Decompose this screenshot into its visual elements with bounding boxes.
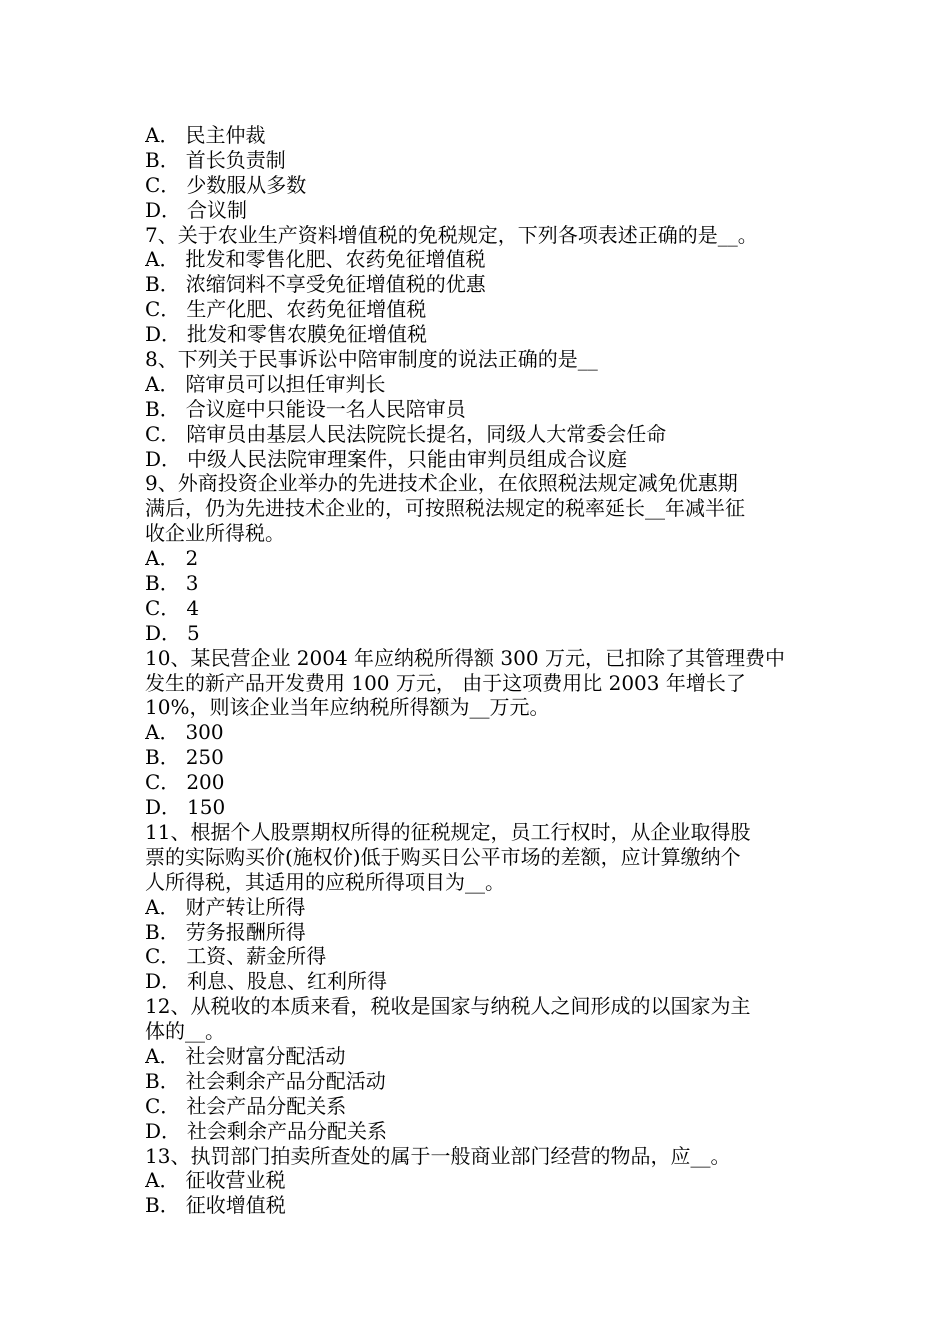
answer-option	[145, 1168, 810, 1193]
answer-option	[145, 895, 810, 920]
option-text: 批发和零售农膜免征增值税	[187, 322, 428, 347]
option-text: 社会剩余产品分配关系	[187, 1118, 388, 1143]
option-text: 少数服从多数	[186, 172, 307, 197]
option-letter: D．	[145, 1118, 182, 1143]
option-letter: B．	[145, 396, 180, 421]
option-text: 中级人民法院审理案件，只能由审判员组成合议庭	[187, 446, 628, 471]
option-text: 财产转让所得	[185, 894, 306, 919]
option-text: 3	[185, 571, 199, 596]
answer-option	[145, 770, 810, 795]
question-text-line: 满后，仍为先进技术企业的，可按照税法规定的税率延长__年减半征	[145, 496, 745, 521]
option-letter: C．	[145, 421, 181, 446]
answer-option	[145, 1119, 810, 1144]
option-text: 批发和零售化肥、农药免征增值税	[185, 247, 486, 272]
question-text-line: 11、根据个人股票期权所得的征税规定，员工行权时，从企业取得股	[145, 819, 751, 844]
answer-option	[145, 795, 810, 820]
option-text: 5	[187, 620, 200, 645]
option-letter: A．	[145, 1043, 180, 1068]
option-letter: D．	[145, 197, 182, 222]
option-letter: B．	[145, 1068, 180, 1093]
option-text: 首长负责制	[185, 147, 286, 172]
option-letter: A．	[145, 720, 180, 745]
option-text: 社会产品分配关系	[186, 1093, 347, 1118]
option-letter: D．	[145, 322, 182, 347]
option-letter: C．	[145, 1093, 181, 1118]
answer-option	[145, 123, 810, 148]
question-text-line: 10、某民营企业 2004 年应纳税所得额 300 万元，已扣除了其管理费中	[145, 645, 785, 670]
answer-option	[145, 546, 810, 571]
answer-option	[145, 397, 810, 422]
option-text: 150	[187, 795, 226, 820]
answer-option	[145, 720, 810, 745]
answer-option	[145, 745, 810, 770]
option-letter: D．	[145, 446, 182, 471]
option-text: 浓缩饲料不享受免征增值税的优惠	[185, 272, 486, 297]
option-text: 生产化肥、农药免征增值税	[186, 297, 427, 322]
question-text-line: 7、关于农业生产资料增值税的免税规定，下列各项表述正确的是__。	[145, 222, 758, 247]
answer-option	[145, 621, 810, 646]
answer-option	[145, 148, 810, 173]
option-letter: B．	[145, 571, 180, 596]
question-text-line: 票的实际购买价(施权价)低于购买日公平市场的差额，应计算缴纳个	[145, 844, 741, 869]
answer-option	[145, 422, 810, 447]
answer-option	[145, 372, 810, 397]
option-letter: B．	[145, 919, 180, 944]
option-text: 2	[185, 546, 199, 571]
answer-option	[145, 173, 810, 198]
answer-option	[145, 1044, 810, 1069]
question-text-line: 12、从税收的本质来看，税收是国家与纳税人之间形成的以国家为主	[145, 994, 751, 1019]
question-text-line: 人所得税，其适用的应税所得项目为__。	[145, 869, 505, 894]
option-text: 200	[186, 770, 225, 795]
answer-option	[145, 272, 810, 297]
option-letter: B．	[145, 272, 180, 297]
option-letter: B．	[145, 147, 180, 172]
option-letter: C．	[145, 297, 181, 322]
option-letter: A．	[145, 371, 180, 396]
document-body	[145, 123, 810, 1218]
question-text-line: 9、外商投资企业举办的先进技术企业，在依照税法规定减免优惠期	[145, 471, 738, 496]
option-text: 陪审员可以担任审判长	[185, 371, 386, 396]
answer-option	[145, 571, 810, 596]
option-letter: A．	[145, 546, 180, 571]
option-letter: A．	[145, 247, 180, 272]
answer-option	[145, 297, 810, 322]
answer-option	[145, 1069, 810, 1094]
answer-option	[145, 447, 810, 472]
option-text: 工资、薪金所得	[186, 944, 327, 969]
question-text-line: 10%，则该企业当年应纳税所得额为__万元。	[145, 695, 550, 720]
option-text: 合议庭中只能设一名人民陪审员	[185, 396, 466, 421]
option-text: 社会财富分配活动	[185, 1043, 346, 1068]
question-text-line: 8、下列关于民事诉讼中陪审制度的说法正确的是__	[145, 347, 598, 372]
option-letter: A．	[145, 1168, 180, 1193]
answer-option	[145, 596, 810, 621]
option-letter: A．	[145, 123, 180, 147]
option-text: 4	[186, 595, 200, 620]
option-text: 征收增值税	[185, 1193, 286, 1218]
answer-option	[145, 1193, 810, 1218]
answer-option	[145, 920, 810, 945]
option-text: 300	[185, 720, 224, 745]
answer-option	[145, 198, 810, 223]
option-text: 民主仲裁	[185, 123, 266, 147]
option-letter: C．	[145, 172, 181, 197]
option-letter: D．	[145, 795, 182, 820]
option-letter: C．	[145, 944, 181, 969]
option-letter: C．	[145, 595, 181, 620]
answer-option	[145, 969, 810, 994]
option-text: 利息、股息、红利所得	[187, 969, 388, 994]
option-letter: D．	[145, 969, 182, 994]
option-letter: C．	[145, 770, 181, 795]
answer-option	[145, 247, 810, 272]
option-text: 征收营业税	[185, 1168, 286, 1193]
option-text: 社会剩余产品分配活动	[185, 1068, 386, 1093]
answer-option	[145, 1094, 810, 1119]
question-text-line: 收企业所得税。	[145, 521, 285, 546]
question-text-line: 13、执罚部门拍卖所查处的属于一般商业部门经营的物品，应__。	[145, 1143, 731, 1168]
option-letter: D．	[145, 620, 182, 645]
option-letter: B．	[145, 1193, 180, 1218]
question-text-line: 发生的新产品开发费用 100 万元， 由于这项费用比 2003 年增长了	[145, 670, 746, 695]
answer-option	[145, 322, 810, 347]
option-text: 合议制	[187, 197, 248, 222]
option-text: 陪审员由基层人民法院院长提名，同级人大常委会任命	[186, 421, 667, 446]
option-letter: B．	[145, 745, 180, 770]
answer-option	[145, 944, 810, 969]
question-text-line: 体的__。	[145, 1019, 225, 1044]
option-letter: A．	[145, 894, 180, 919]
option-text: 250	[185, 745, 224, 770]
option-text: 劳务报酬所得	[185, 919, 306, 944]
